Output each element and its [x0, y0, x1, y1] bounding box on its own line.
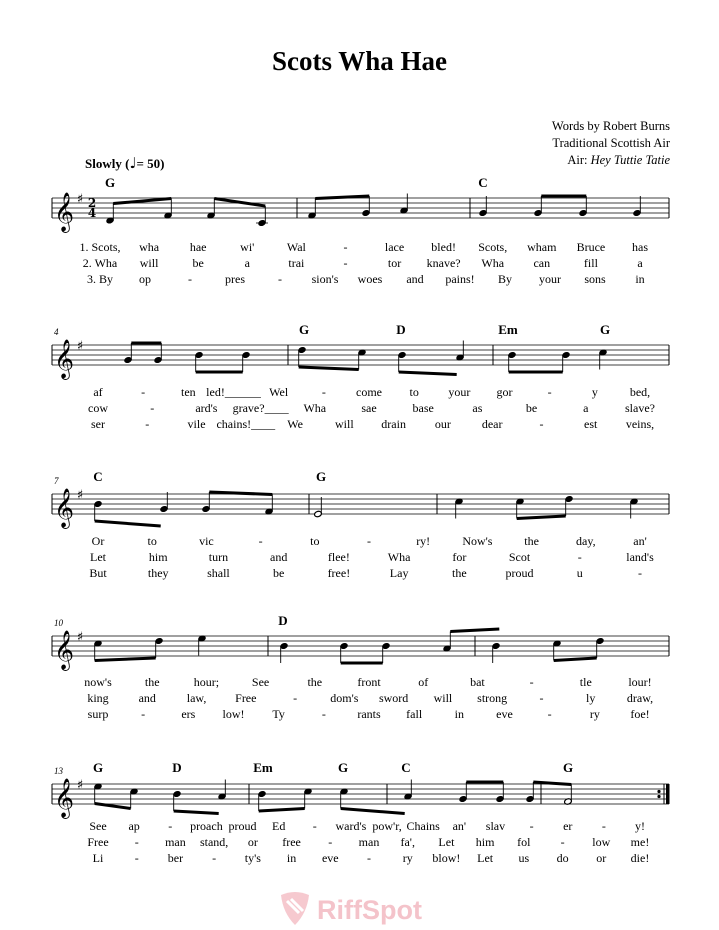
lyric-syllable: ly: [586, 691, 596, 705]
treble-clef-icon: 𝄞: [53, 339, 75, 379]
lyric-syllable: or: [247, 835, 258, 849]
lyric-syllable: u: [576, 566, 583, 580]
lyric-syllable: est: [584, 417, 598, 431]
watermark-text: RiffSpot: [317, 895, 422, 925]
lyric-syllable: -: [547, 707, 552, 721]
lyric-syllable: low: [592, 835, 611, 849]
lyric-syllable: lace: [384, 240, 405, 254]
lyric-syllable: the: [144, 675, 160, 689]
lyric-syllable: knave?: [426, 256, 461, 270]
lyric-syllable: gor: [496, 385, 513, 399]
lyric-syllable: do: [556, 851, 569, 865]
air-name: Hey Tuttie Tatie: [590, 153, 670, 167]
lyric-syllable: tor: [387, 256, 402, 270]
lyric-syllable: him: [475, 835, 495, 849]
lyric-syllable: But: [89, 566, 107, 580]
lyric-syllable: me!: [630, 835, 650, 849]
lyric-syllable: in: [286, 851, 297, 865]
key-signature-sharp-icon: ♯: [76, 488, 84, 503]
lyric-syllable: Ty: [272, 707, 285, 721]
chord-symbol: D: [172, 760, 182, 775]
lyric-syllable: ser: [91, 417, 105, 431]
lyric-syllable: y: [591, 385, 598, 399]
chord-symbol: D: [278, 613, 288, 628]
quarter-note-icon: ♩: [129, 154, 137, 172]
lyric-syllable: vic: [199, 534, 214, 548]
lyric-syllable: day,: [576, 534, 596, 548]
lyric-syllable: -: [367, 851, 371, 865]
key-signature-sharp-icon: ♯: [76, 192, 84, 207]
treble-clef-icon: 𝄞: [53, 630, 75, 670]
lyric-syllable: the: [524, 534, 539, 548]
lyric-syllable: your: [539, 272, 561, 286]
lyric-syllable: er: [563, 819, 573, 833]
lyric-syllable: has: [632, 240, 648, 254]
key-signature-sharp-icon: ♯: [76, 339, 84, 354]
lyric-syllable: veins,: [625, 417, 655, 431]
lyric-syllable: flee!: [327, 550, 350, 564]
lyric-syllable: pow'r,: [372, 819, 402, 833]
lyric-syllable: law,: [186, 691, 207, 705]
lyric-syllable: drain: [381, 417, 406, 431]
lyric-syllable: -: [560, 835, 565, 849]
note-beam: [517, 516, 566, 519]
lyric-syllable: ers: [181, 707, 196, 721]
final-bar-thick: [666, 784, 670, 804]
lyric-syllable: pres: [225, 272, 245, 286]
lyric-syllable: y!: [635, 819, 645, 833]
lyric-syllable: wha: [139, 240, 160, 254]
lyric-syllable: sion's: [311, 272, 339, 286]
lyric-syllable: blow!: [432, 851, 461, 865]
lyric-syllable: led!______: [206, 385, 261, 399]
lyric-syllable: chains!____: [216, 417, 276, 431]
lyric-syllable: and: [406, 272, 424, 286]
lyric-syllable: and: [270, 550, 288, 564]
chord-symbol: C: [401, 760, 411, 775]
lyric-syllable: -: [134, 851, 139, 865]
lyric-syllable: We: [287, 417, 303, 431]
lyric-syllable: slav: [485, 819, 506, 833]
time-signature-bottom: 4: [87, 206, 97, 220]
lyric-syllable: -: [539, 417, 544, 431]
lyric-syllable: proud: [505, 566, 534, 580]
lyric-syllable: -: [278, 272, 282, 286]
treble-clef-icon: 𝄞: [53, 192, 75, 232]
lyric-syllable: bled!: [431, 240, 456, 254]
note-beam: [95, 521, 161, 526]
note-beam: [214, 199, 265, 207]
riffspot-watermark: [277, 891, 452, 927]
note-beam: [554, 658, 597, 661]
lyric-syllable: a: [583, 401, 589, 415]
lyric-syllable: grave?____: [232, 401, 289, 415]
lyric-syllable: 3. By: [86, 272, 114, 286]
lyric-syllable: Let: [438, 835, 455, 849]
lyric-syllable: your: [448, 385, 471, 399]
lyric-syllable: pains!: [445, 272, 475, 286]
lyric-syllable: cow: [88, 401, 108, 415]
lyric-syllable: the: [451, 566, 467, 580]
lyric-syllable: slave?: [625, 401, 655, 415]
lyric-syllable: ry: [402, 851, 413, 865]
tempo-value: = 50): [136, 156, 165, 171]
lyric-syllable: rants: [357, 707, 381, 721]
lyric-syllable: turn: [208, 550, 229, 564]
lyricist-credit: Words by Robert Burns: [551, 119, 670, 133]
composer-credit: Traditional Scottish Air: [552, 136, 670, 150]
note-beam: [341, 809, 405, 814]
lyric-syllable: eve: [496, 707, 513, 721]
lyric-syllable: Wel: [269, 385, 289, 399]
lyric-syllable: Ed: [271, 819, 286, 833]
lyric-syllable: surp: [87, 707, 109, 721]
note-beam: [450, 629, 499, 632]
lyric-syllable: af: [93, 385, 103, 399]
lyric-syllable: ten: [180, 385, 196, 399]
lyric-syllable: man: [165, 835, 186, 849]
lyric-syllable: -: [343, 240, 348, 254]
lyric-syllable: will: [139, 256, 159, 270]
lyric-syllable: Or: [91, 534, 105, 548]
lyric-syllable: to: [409, 385, 419, 399]
lyric-syllable: Bruce: [576, 240, 606, 254]
lyric-syllable: -: [638, 566, 642, 580]
time-signature-top: 2: [87, 196, 97, 210]
lyric-syllable: us: [518, 851, 530, 865]
chord-symbol: G: [92, 760, 104, 775]
lyric-syllable: a: [637, 256, 643, 270]
lyric-syllable: lour!: [628, 675, 652, 689]
lyric-syllable: -: [328, 835, 333, 849]
lyric-syllable: or: [596, 851, 607, 865]
lyric-syllable: sae: [361, 401, 377, 415]
lyric-syllable: land's: [626, 550, 654, 564]
lyric-syllable: to: [310, 534, 320, 548]
lyric-syllable: come: [356, 385, 382, 399]
repeat-dot: [657, 790, 660, 793]
treble-clef-icon: 𝄞: [53, 778, 75, 818]
lyric-syllable: Wha: [481, 256, 505, 270]
lyric-syllable: an': [633, 534, 647, 548]
lyric-syllable: hae: [189, 240, 207, 254]
lyric-syllable: trai: [288, 256, 305, 270]
chord-symbol: G: [104, 175, 116, 190]
treble-clef-icon: 𝄞: [53, 488, 75, 528]
repeat-dot: [657, 795, 660, 798]
lyric-syllable: to: [147, 534, 157, 548]
lyric-syllable: front: [357, 675, 381, 689]
lyric-syllable: ward's: [335, 819, 367, 833]
chord-symbol: G: [315, 469, 327, 484]
lyric-syllable: -: [312, 819, 317, 833]
lyric-syllable: base: [412, 401, 434, 415]
lyric-syllable: ry: [589, 707, 600, 721]
chord-symbol: G: [562, 760, 574, 775]
lyric-syllable: Now's: [462, 534, 493, 548]
lyric-syllable: of: [418, 675, 429, 689]
lyric-syllable: -: [529, 819, 534, 833]
lyric-syllable: will: [335, 417, 354, 431]
lyric-syllable: Free: [87, 835, 109, 849]
lyric-syllable: stand,: [199, 835, 229, 849]
lyric-syllable: By: [497, 272, 513, 286]
lyric-syllable: Scots,: [478, 240, 508, 254]
lyric-syllable: they: [147, 566, 169, 580]
lyric-syllable: Let: [477, 851, 494, 865]
measure-number: 7: [54, 476, 59, 486]
lyric-syllable: fol: [517, 835, 531, 849]
note-beam: [299, 367, 359, 370]
lyric-syllable: woes: [357, 272, 383, 286]
lyric-syllable: king: [87, 691, 109, 705]
lyric-syllable: fa',: [400, 835, 415, 849]
lyric-syllable: be: [525, 401, 538, 415]
lyric-syllable: -: [145, 417, 150, 431]
lyric-syllable: ry!: [416, 534, 431, 548]
lyric-syllable: 1. Scots,: [79, 240, 121, 254]
lyric-syllable: -: [601, 819, 606, 833]
lyric-syllable: Wha: [303, 401, 327, 415]
lyric-syllable: Wha: [387, 550, 411, 564]
lyric-syllable: ber: [167, 851, 184, 865]
lyric-syllable: be: [192, 256, 204, 270]
lyric-syllable: wham: [527, 240, 557, 254]
lyric-syllable: -: [321, 385, 326, 399]
air-prefix: Air:: [567, 153, 591, 167]
key-signature-sharp-icon: ♯: [76, 630, 84, 645]
lyric-syllable: -: [141, 707, 146, 721]
lyric-syllable: See: [89, 819, 107, 833]
lyric-syllable: hour;: [193, 675, 220, 689]
lyric-syllable: fall: [406, 707, 423, 721]
lyric-syllable: die!: [630, 851, 650, 865]
lyric-syllable: him: [148, 550, 168, 564]
lyric-syllable: Lay: [389, 566, 409, 580]
lyric-syllable: -: [141, 385, 146, 399]
tempo-label: Slowly: [85, 156, 122, 171]
lyric-syllable: will: [433, 691, 453, 705]
lyric-syllable: -: [134, 835, 139, 849]
lyric-syllable: a: [244, 256, 250, 270]
lyric-syllable: fill: [583, 256, 598, 270]
lyric-syllable: sons: [584, 272, 606, 286]
lyric-syllable: Scot: [508, 550, 531, 564]
lyric-syllable: -: [529, 675, 534, 689]
lyric-syllable: low!: [222, 707, 245, 721]
chord-symbol: G: [599, 322, 611, 337]
lyric-syllable: eve: [321, 851, 339, 865]
lyric-syllable: shall: [207, 566, 230, 580]
tempo-open-paren: (: [125, 156, 130, 171]
lyric-syllable: tle: [579, 675, 592, 689]
lyric-syllable: an': [452, 819, 467, 833]
chord-symbol: C: [478, 175, 488, 190]
note-beam: [95, 658, 156, 661]
note-beam: [174, 811, 219, 814]
guitar-pick-icon: [281, 892, 309, 925]
lyric-syllable: and: [138, 691, 156, 705]
lyric-syllable: for: [452, 550, 467, 564]
lyric-syllable: now's: [84, 675, 112, 689]
lyric-syllable: our: [434, 417, 451, 431]
lyric-syllable: proud: [228, 819, 257, 833]
lyric-syllable: op: [139, 272, 151, 286]
lyric-syllable: bat: [470, 675, 485, 689]
lyric-syllable: -: [577, 550, 582, 564]
lyric-syllable: vile: [187, 417, 206, 431]
lyric-syllable: free!: [327, 566, 351, 580]
lyric-syllable: the: [307, 675, 323, 689]
lyric-syllable: sword: [378, 691, 409, 705]
lyric-syllable: Chains: [406, 819, 440, 833]
lyric-syllable: free: [282, 835, 301, 849]
measure-number: 4: [54, 327, 59, 337]
lyric-syllable: Li: [92, 851, 104, 865]
lyric-syllable: -: [547, 385, 552, 399]
lyric-syllable: Free: [235, 691, 257, 705]
lyric-syllable: -: [150, 401, 155, 415]
note-beam: [259, 809, 305, 812]
lyric-syllable: -: [293, 691, 298, 705]
song-title: Scots Wha Hae: [271, 46, 447, 76]
lyric-syllable: wi': [240, 240, 255, 254]
lyric-syllable: strong: [477, 691, 508, 705]
lyric-syllable: -: [367, 534, 371, 548]
lyric-syllable: can: [533, 256, 551, 270]
lyric-syllable: as: [472, 401, 483, 415]
lyric-syllable: foe!: [630, 707, 650, 721]
chord-symbol: Em: [253, 760, 273, 775]
lyric-syllable: bed,: [629, 385, 651, 399]
measure-number: 10: [54, 618, 63, 628]
chord-symbol: G: [337, 760, 349, 775]
lyric-syllable: -: [188, 272, 192, 286]
lyric-syllable: -: [168, 819, 173, 833]
lyric-syllable: proach: [190, 819, 223, 833]
lyric-syllable: ty's: [244, 851, 261, 865]
lyric-syllable: dom's: [330, 691, 359, 705]
lyric-syllable: in: [454, 707, 465, 721]
lyric-syllable: -: [212, 851, 217, 865]
lyric-syllable: in: [635, 272, 645, 286]
lyric-syllable: -: [321, 707, 326, 721]
chord-symbol: G: [298, 322, 310, 337]
lyric-syllable: ard's: [195, 401, 218, 415]
chord-symbol: C: [93, 469, 103, 484]
lyric-syllable: ap: [128, 819, 140, 833]
lyric-syllable: -: [258, 534, 263, 548]
lyric-syllable: man: [358, 835, 380, 849]
note-beam: [399, 372, 457, 375]
chord-symbol: D: [396, 322, 406, 337]
lyric-syllable: See: [251, 675, 270, 689]
lyric-syllable: dear: [481, 417, 503, 431]
key-signature-sharp-icon: ♯: [76, 778, 84, 793]
lyric-syllable: be: [273, 566, 285, 580]
lyric-syllable: Let: [90, 550, 106, 564]
lyric-syllable: Wal: [286, 240, 306, 254]
lyric-syllable: -: [539, 691, 544, 705]
lyric-syllable: draw,: [626, 691, 654, 705]
measure-number: 13: [54, 766, 63, 776]
chord-symbol: Em: [498, 322, 518, 337]
lyric-syllable: 2. Wha: [82, 256, 118, 270]
lyric-syllable: -: [343, 256, 348, 270]
